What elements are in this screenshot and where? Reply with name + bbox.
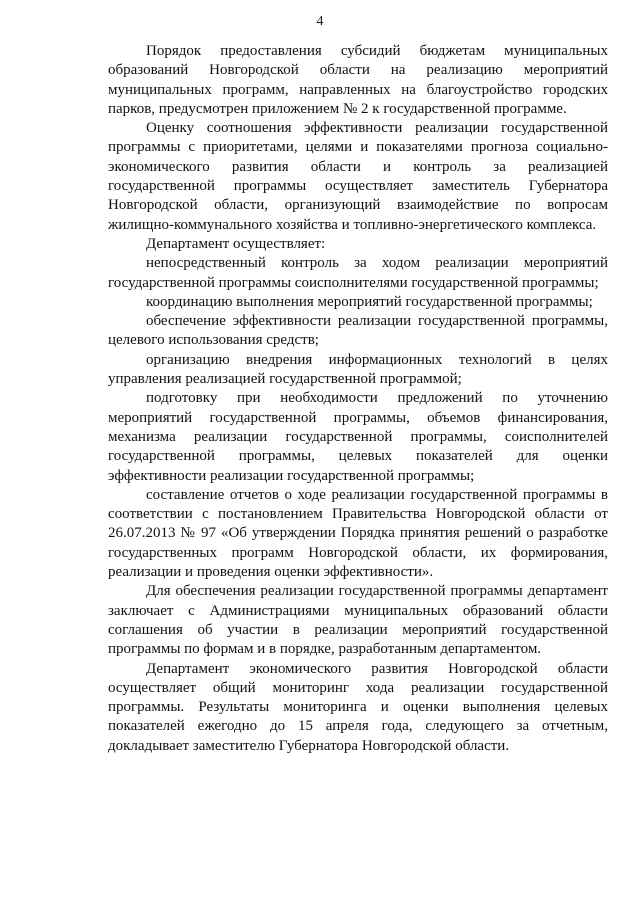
paragraph-monitoring: Департамент экономического развития Новгородской области осуществляет общий мониторинг хода реализации государственной программы. Результаты мониторинга и оценки выполнения целевых показателей ежегодно до 15 апреля года, следующего за отчетным, докладывает заместителю Губернатора Новгородской области.: [108, 660, 608, 754]
paragraph-it-implementation: организацию внедрения информационных технологий в целях управления реализацией государственной программой;: [108, 351, 608, 388]
paragraph-reports: составление отчетов о ходе реализации государственной программы в соответствии с постановлением Правительства Новгородской области от 26.07.2013 № 97 «Об утверждении Порядка принятия решений о разработке государственных программ Новгородской области, их формирования, реализации и проведения оценки эффективности».: [108, 486, 608, 581]
page-number: 4: [316, 14, 324, 29]
paragraph-coordination: координацию выполнения мероприятий государственной программы;: [146, 293, 593, 310]
document-body: [108, 42, 608, 756]
paragraph-direct-control: непосредственный контроль за ходом реализации мероприятий государственной программы соисполнителями государственной программы;: [108, 255, 608, 291]
paragraph-department-intro: Департамент осуществляет:: [146, 235, 326, 252]
paragraph-efficiency-assessment: Оценку соотношения эффективности реализации государственной программы с приоритетами, целями и показателями прогноза социально-экономического развития области и контроль за реализацией государственной программы осуществляет заместитель Губернатора Новгородской области, организующий взаимодействие по вопросам жилищно-коммунального хозяйства и топливно-энергетического комплекса.: [108, 120, 608, 233]
paragraph-agreements: Для обеспечения реализации государственной программы департамент заключает с Администрациями муниципальных образований области соглашения об участии в реализации мероприятий государственной программы по формам и в порядке, разработанным департаментом.: [108, 583, 608, 658]
paragraph-ensuring-efficiency: обеспечение эффективности реализации государственной программы, целевого использования средств;: [108, 313, 608, 349]
paragraph-proposals: подготовку при необходимости предложений по уточнению мероприятий государственной программы, объемов финансирования, механизма реализации государственной программы, соисполнителей государственной программы, целевых показателей для оценки эффективности реализации государственной программы;: [108, 390, 608, 484]
paragraph-subsidies: Порядок предоставления субсидий бюджетам муниципальных образований Новгородской области на реализацию мероприятий муниципальных программ, направленных на благоустройство городских парков, предусмотрен приложением № 2 к государственной программе.: [108, 43, 608, 117]
